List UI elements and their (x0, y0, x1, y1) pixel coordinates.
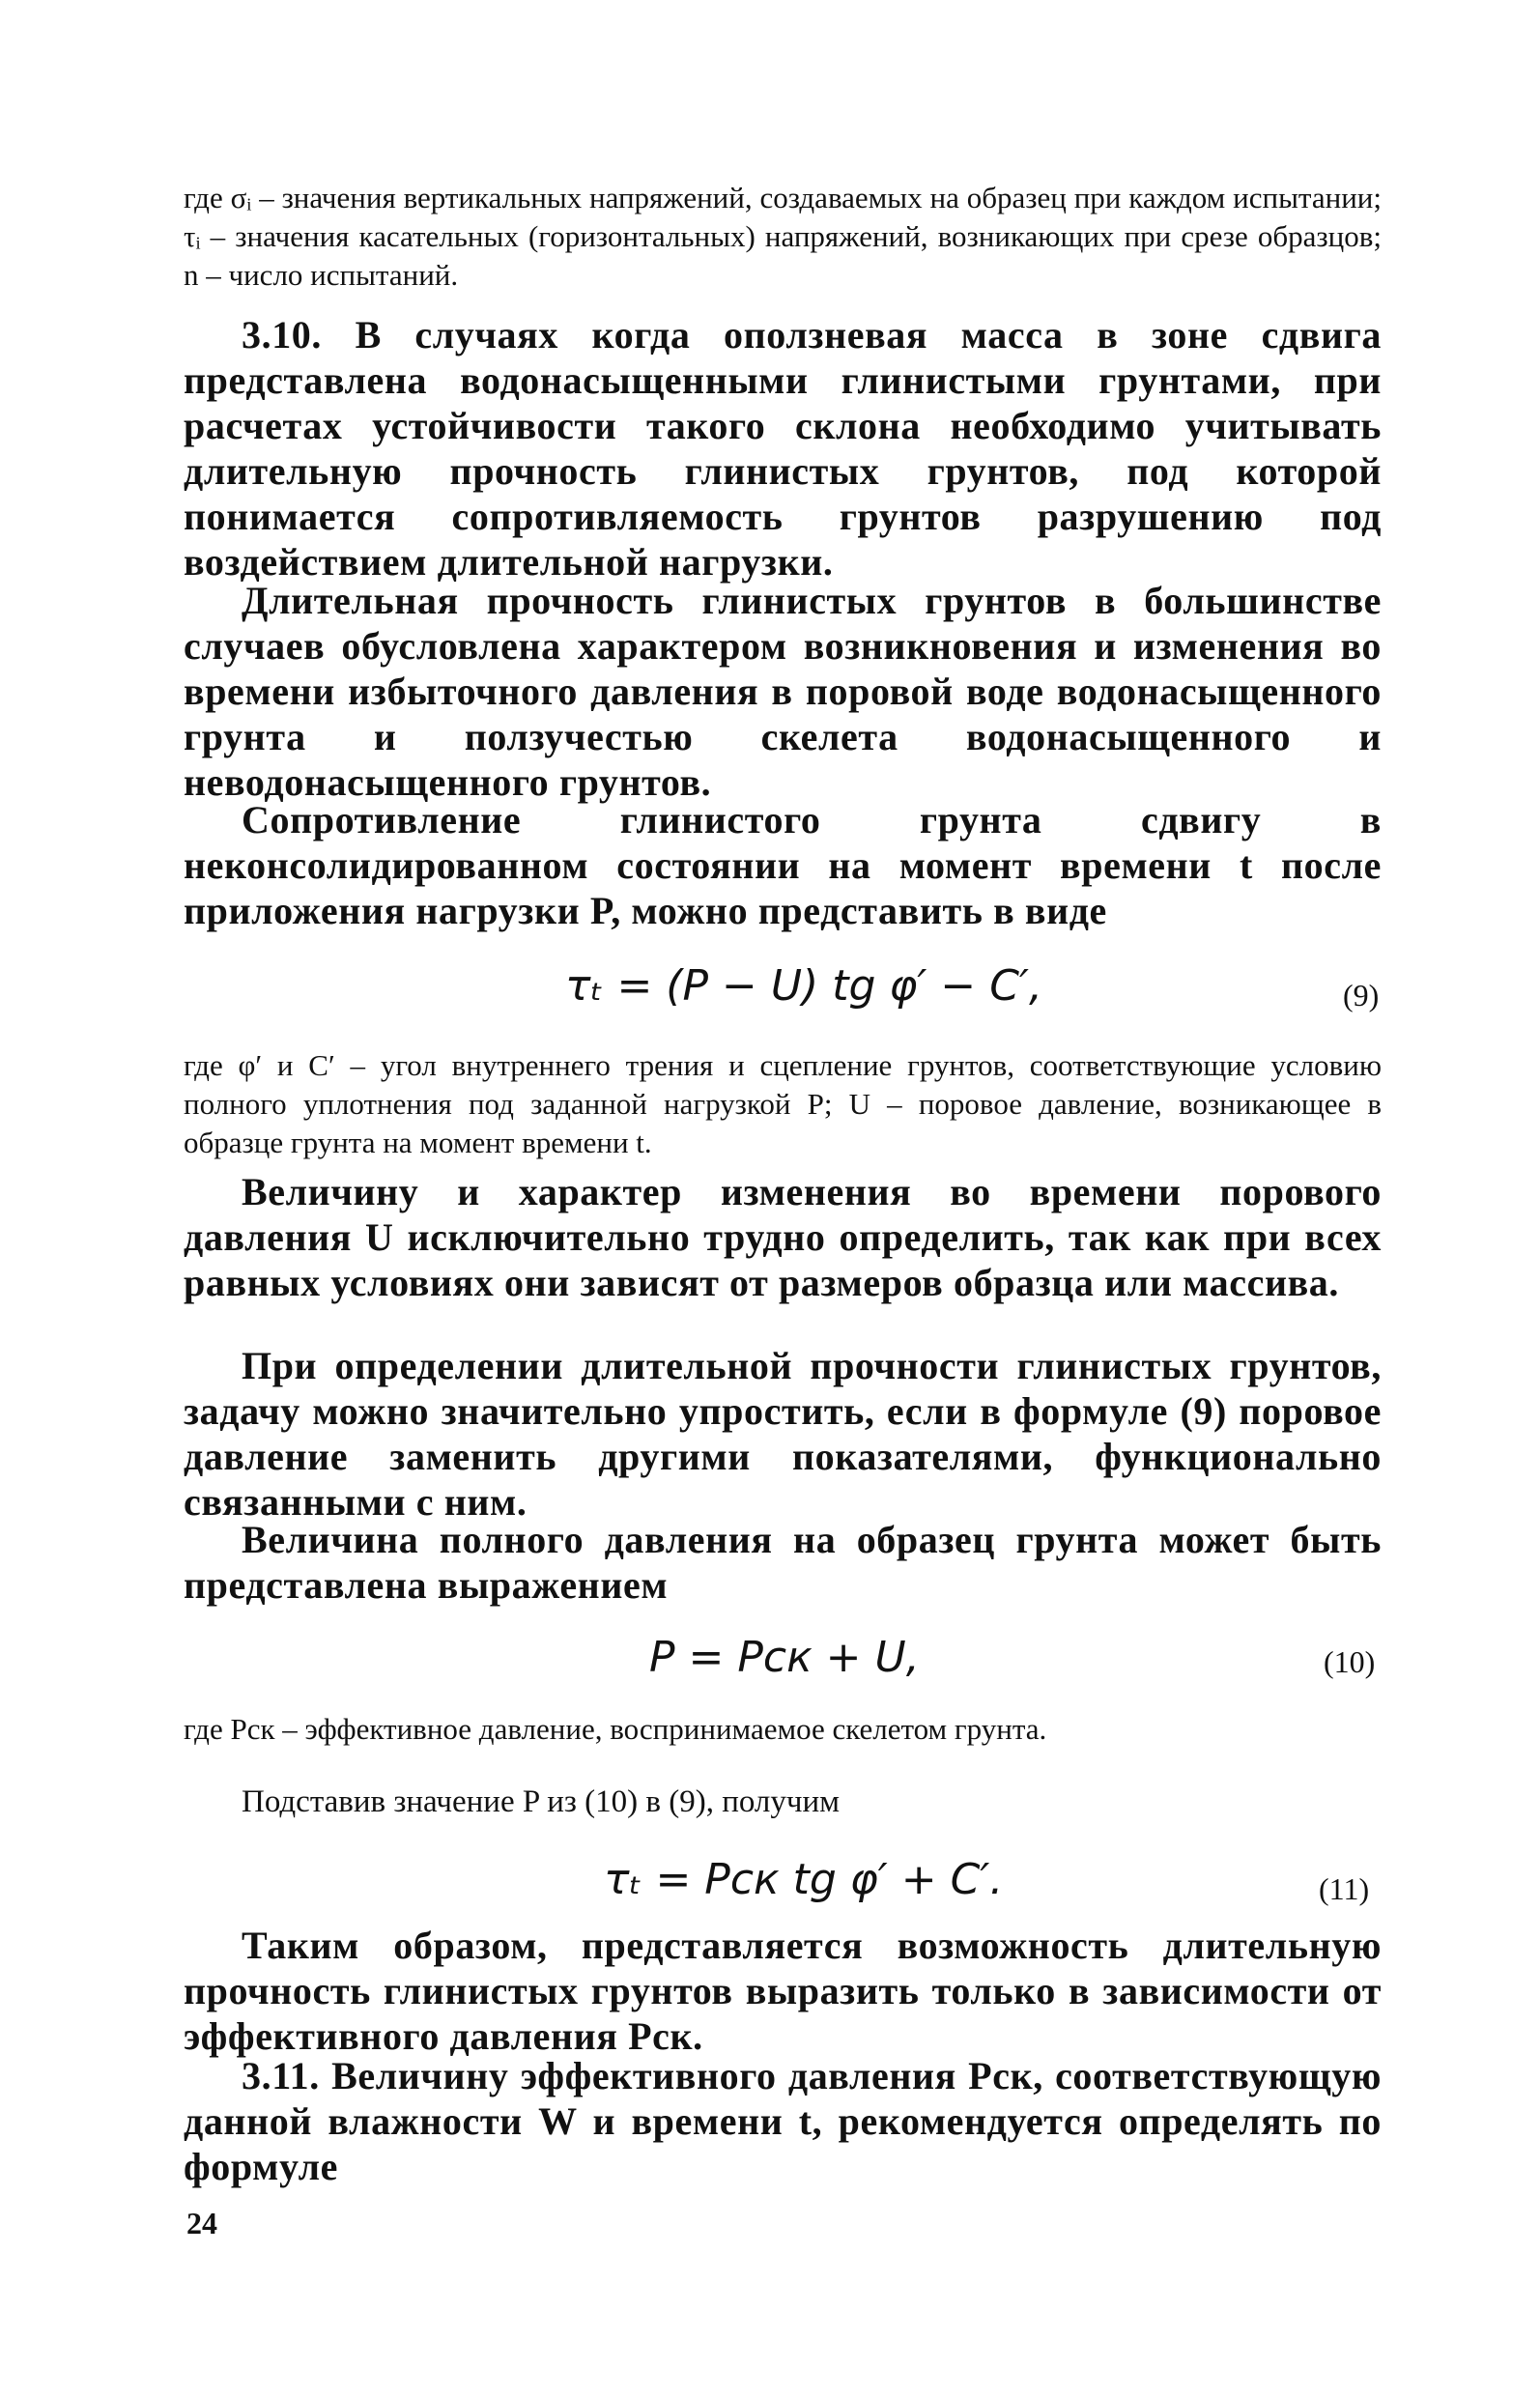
paragraph-3-10 (184, 312, 1382, 585)
paragraph-simplification (184, 1343, 1382, 1525)
paragraph-simplification-text: При определении длительной прочности глинистых грунтов, задачу можно значительно упростить, если в формуле (9) поровое давление заменить другими показателями, функционально связанными с ним. (184, 1344, 1382, 1524)
paragraph-pore-pressure-text: Величину и характер изменения во времени порового давления U исключительно трудно определить, так как при всех равных условиях они зависят от размеров образца или массива. (184, 1170, 1382, 1304)
paragraph-shear-resistance-text: Сопротивление глинистого грунта сдвигу в неконсолидированном состоянии на момент времени t после приложения нагрузки P, можно представить в виде (184, 798, 1382, 932)
section-number-3-11: 3.11. (242, 2054, 320, 2097)
formula-10-number: (10) (1324, 1644, 1376, 1679)
formula-11: τₜ = Pск tg φ′ + C′. (604, 1855, 1004, 1904)
formula-9-number: (9) (1343, 978, 1380, 1013)
paragraph-total-pressure-text: Величина полного давления на образец грунта может быть представлена выражением (184, 1518, 1382, 1607)
note-substitution: Подставив значение P из (10) в (9), получим (242, 1784, 841, 1819)
paragraph-total-pressure (184, 1517, 1382, 1608)
formula-11-number: (11) (1319, 1871, 1370, 1906)
paragraph-long-term-strength (184, 578, 1382, 805)
section-number-3-10: 3.10. (242, 313, 322, 357)
paragraph-conclusion (184, 1923, 1382, 2059)
note-p-sk-definition: где Pск – эффективное давление, воспринимаемое скелетом грунта. (184, 1712, 1047, 1746)
paragraph-long-term-strength-text: Длительная прочность глинистых грунтов в большинстве случаев обусловлена характером возникновения и изменения во времени избыточного давления в поровой воде водонасыщенного грунта и ползучестью скелета водонасыщенного и неводонасыщенного грунтов. (184, 579, 1382, 804)
paragraph-3-11-text: Величину эффективного давления Pск, соответствующую данной влажности W и времени t, рекомендуется определять по формуле (184, 2054, 1382, 2188)
formula-9: τₜ = (P − U) tg φ′ − C′, (565, 961, 1042, 1011)
formula-10: P = Pск + U, (649, 1633, 920, 1682)
paragraph-pore-pressure (184, 1169, 1382, 1305)
note-sigma-tau-definitions: где σᵢ – значения вертикальных напряжений, создаваемых на образец при каждом испытании; τᵢ – значения касательных (горизонтальных) напряжений, возникающих при срезе образцов; n – число испытаний. (184, 181, 1382, 292)
note-phi-c-u-definitions: где φ′ и C′ – угол внутреннего трения и сцепление грунтов, соответствующие условию полного уплотнения под заданной нагрузкой P; U – поровое давление, возникающее в образце грунта на момент времени t. (184, 1048, 1382, 1159)
paragraph-shear-resistance (184, 797, 1382, 933)
page-number: 24 (186, 2206, 217, 2240)
paragraph-conclusion-text: Таким образом, представляется возможность длительную прочность глинистых грунтов выразить только в зависимости от эффективного давления Pск. (184, 1924, 1382, 2058)
paragraph-3-11 (184, 2053, 1382, 2189)
paragraph-3-10-text: В случаях когда оползневая масса в зоне сдвига представлена водонасыщенными глинистыми грунтами, при расчетах устойчивости такого склона необходимо учитывать длительную прочность глинистых грунтов, под которой понимается сопротивляемость грунтов разрушению под воздействием длительной нагрузки. (184, 313, 1382, 584)
